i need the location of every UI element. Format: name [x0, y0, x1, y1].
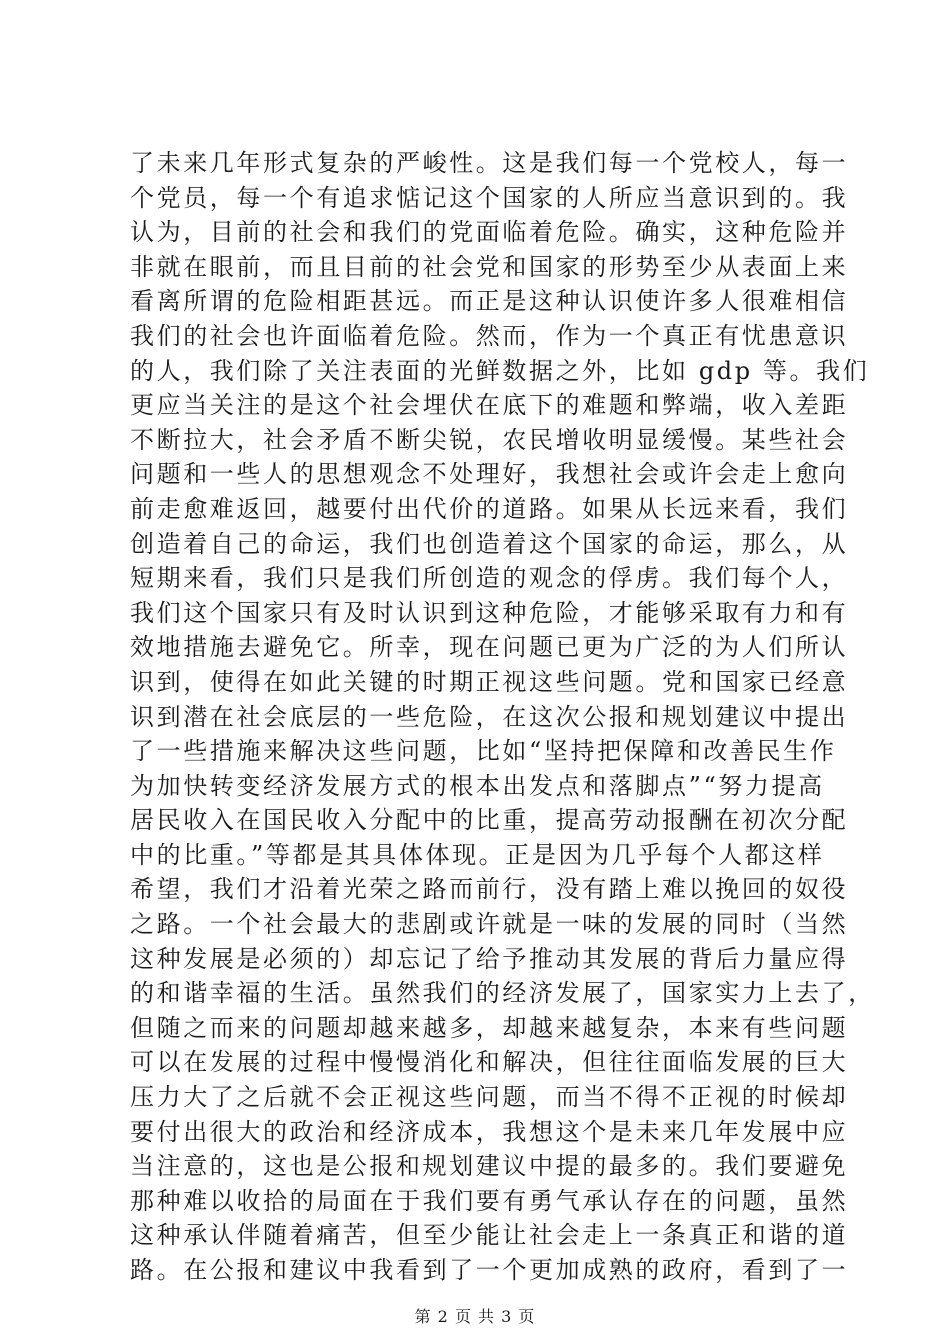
page-footer: 第 2 页 共 3 页 — [414, 1307, 536, 1326]
text-line: 非就在眼前，而且目前的社会党和国家的形势至少从表面上来 — [130, 252, 849, 281]
text-line: 了未来几年形式复杂的严峻性。这是我们每一个党校人，每一 — [130, 149, 849, 177]
text-line: 压力大了之后就不会正视这些问题，而当不得不正视的时候却 — [130, 1083, 849, 1112]
text-line: 这种承认伴随着痛苦，但至少能让社会走上一条真正和谐的道 — [130, 1221, 849, 1250]
text-line: 那种难以收拾的局面在于我们要有勇气承认存在的问题，虽然 — [130, 1186, 849, 1215]
text-line: 不断拉大，社会矛盾不断尖锐，农民增收明显缓慢。某些社会 — [130, 425, 849, 454]
text-line: 的和谐幸福的生活。虽然我们的经济发展了，国家实力上去了， — [130, 979, 875, 1008]
text-line: 但随之而来的问题却越来越多，却越来越复杂，本来有些问题 — [130, 1013, 849, 1042]
text-line: 中的比重。”等都是其具体体现。正是因为几乎每个人都这样 — [130, 840, 825, 869]
text-line: 的人，我们除了关注表面的光鲜数据之外，比如 gdp 等。我们 — [130, 356, 870, 385]
text-line: 识到潜在社会底层的一些危险，在这次公报和规划建议中提出 — [130, 702, 849, 731]
text-line: 识到，使得在如此关键的时期正视这些问题。党和国家已经意 — [130, 667, 849, 696]
text-line: 短期来看，我们只是我们所创造的观念的俘虏。我们每个人， — [130, 564, 849, 593]
text-line: 问题和一些人的思想观念不处理好，我想社会或许会走上愈向 — [130, 460, 849, 489]
text-line: 更应当关注的是这个社会埋伏在底下的难题和弊端，收入差距 — [130, 391, 849, 420]
text-line: 我们的社会也许面临着危险。然而，作为一个真正有忧患意识 — [130, 321, 849, 350]
text-line: 路。在公报和建议中我看到了一个更加成熟的政府，看到了一 — [130, 1256, 849, 1284]
text-line: 这种发展是必须的）却忘记了给予推动其发展的背后力量应得 — [130, 944, 849, 973]
text-line: 为加快转变经济发展方式的根本出发点和落脚点”“努力提高 — [130, 771, 825, 800]
text-line: 效地措施去避免它。所幸，现在问题已更为广泛的为人们所认 — [130, 633, 849, 662]
body-text — [130, 146, 875, 1288]
text-line: 当注意的，这也是公报和规划建议中提的最多的。我们要避免 — [130, 1152, 849, 1181]
text-line: 看离所谓的危险相距甚远。而正是这种认识使许多人很难相信 — [130, 287, 849, 316]
text-line: 居民收入在国民收入分配中的比重，提高劳动报酬在初次分配 — [130, 806, 849, 835]
text-line: 希望，我们才沿着光荣之路而前行，没有踏上难以挽回的奴役 — [130, 875, 849, 904]
text-line: 可以在发展的过程中慢慢消化和解决，但往往面临发展的巨大 — [130, 1048, 849, 1077]
text-line: 了一些措施来解决这些问题，比如“坚持把保障和改善民生作 — [130, 737, 837, 766]
text-line: 创造着自己的命运，我们也创造着这个国家的命运，那么，从 — [130, 529, 849, 558]
text-line: 我们这个国家只有及时认识到这种危险，才能够采取有力和有 — [130, 598, 849, 627]
text-line: 之路。一个社会最大的悲剧或许就是一味的发展的同时（当然 — [130, 910, 849, 939]
text-line: 认为，目前的社会和我们的党面临着危险。确实，这种危险并 — [130, 218, 849, 247]
text-line: 前走愈难返回，越要付出代价的道路。如果从长远来看，我们 — [130, 494, 849, 523]
text-line: 要付出很大的政治和经济成本，我想这个是未来几年发展中应 — [130, 1117, 849, 1146]
text-line: 个党员，每一个有追求惦记这个国家的人所应当意识到的。我 — [130, 183, 849, 212]
